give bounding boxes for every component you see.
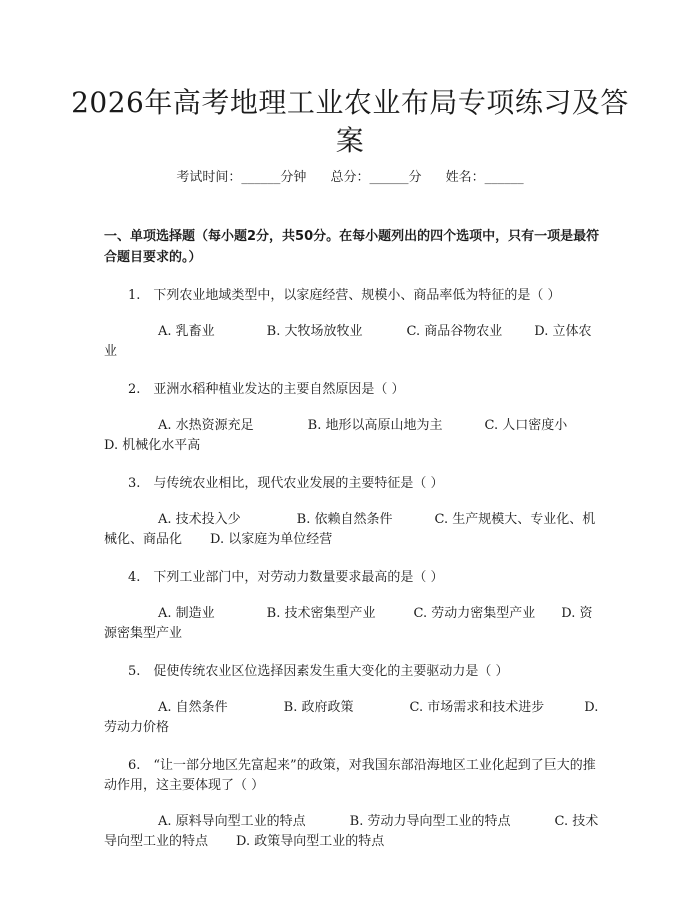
question-options [104, 322, 600, 362]
exam-score: 总分：______分 [330, 170, 422, 185]
option-a: A. 原料导向型工业的特点 [158, 814, 306, 829]
question-3 [104, 474, 600, 550]
exam-info [0, 169, 700, 187]
question-stem: 6. “让一部分地区先富起来”的政策，对我国东部沿海地区工业化起到了巨大的推动作用，这主要体现了（ ） [104, 758, 596, 793]
exam-content [104, 226, 600, 870]
option-b: B. 技术密集型产业 [266, 606, 376, 621]
option-d: D. 机械化水平高 [104, 438, 201, 453]
question-stem: 1. 下列农业地域类型中，以家庭经营、规模小、商品率低为特征的是（ ） [128, 288, 561, 303]
option-b: B. 政府政策 [283, 700, 354, 715]
option-c: C. 劳动力密集型产业 [413, 606, 536, 621]
question-stem: 3. 与传统农业相比，现代农业发展的主要特征是（ ） [128, 476, 444, 491]
option-d: D. 劳动力价格 [104, 700, 599, 735]
question-options [104, 416, 600, 456]
option-a: A. 乳畜业 [158, 324, 215, 339]
option-d: D. 政策导向型工业的特点 [236, 834, 385, 849]
section-heading: 一、单项选择题（每小题2分，共50分。在每小题列出的四个选项中，只有一项是最符合题目要求的。） [104, 229, 600, 265]
option-b: B. 大牧场放牧业 [266, 324, 363, 339]
option-a: A. 自然条件 [158, 700, 228, 715]
question-stem: 4. 下列工业部门中，对劳动力数量要求最高的是（ ） [128, 570, 444, 585]
option-d: D. 以家庭为单位经营 [210, 532, 333, 547]
student-name: 姓名：______ [445, 170, 524, 185]
option-d: D. 资源密集型产业 [104, 606, 593, 641]
option-a: A. 水热资源充足 [158, 418, 254, 433]
option-c: C. 市场需求和技术进步 [409, 700, 545, 715]
option-b: B. 依赖自然条件 [296, 512, 393, 527]
option-b: B. 劳动力导向型工业的特点 [349, 814, 511, 829]
option-c: C. 生产规模大、专业化、机械化、商品化 [104, 512, 596, 547]
option-a: A. 制造业 [158, 606, 215, 621]
question-4 [104, 568, 600, 644]
option-d: D. 立体农业 [104, 324, 592, 359]
option-c: C. 人口密度小 [484, 418, 568, 433]
exam-time: 考试时间：______分钟 [176, 170, 307, 185]
question-options [104, 812, 600, 852]
option-b: B. 地形以高原山地为主 [307, 418, 443, 433]
question-stem: 2. 亚洲水稻种植业发达的主要自然原因是（ ） [128, 382, 405, 397]
page-title: 2026年高考地理工业农业布局专项练习及答案 [71, 86, 629, 157]
question-2 [104, 380, 600, 456]
question-5 [104, 662, 600, 738]
question-options [104, 698, 600, 738]
question-options [104, 604, 600, 644]
question-1 [104, 286, 600, 362]
question-6 [104, 756, 600, 852]
question-options [104, 510, 600, 550]
option-c: C. 技术导向型工业的特点 [104, 814, 599, 849]
question-stem: 5. 促使传统农业区位选择因素发生重大变化的主要驱动力是（ ） [128, 664, 509, 679]
option-a: A. 技术投入少 [158, 512, 241, 527]
option-c: C. 商品谷物农业 [406, 324, 503, 339]
